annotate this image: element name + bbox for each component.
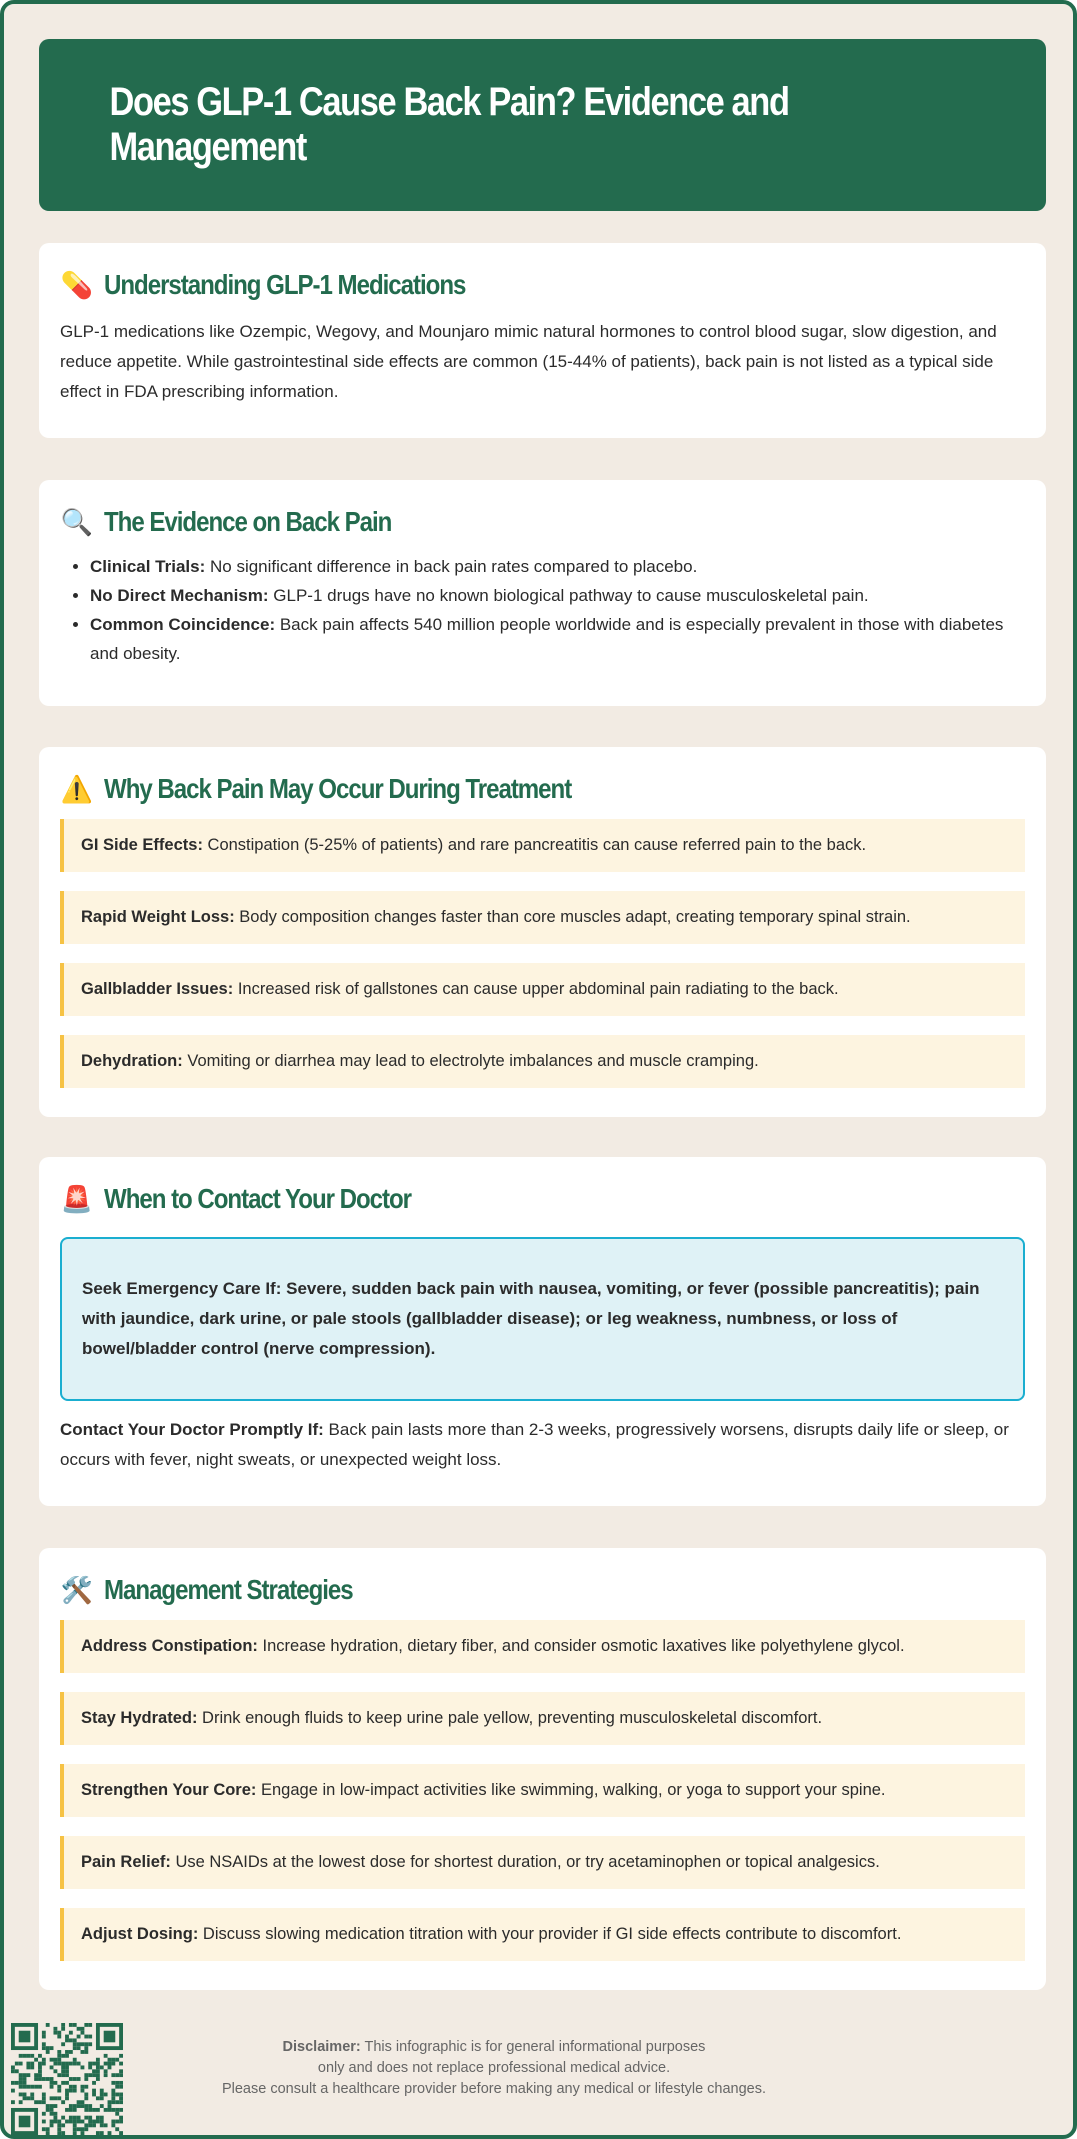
item-label: Clinical Trials: xyxy=(90,557,206,576)
item-text: Vomiting or diarrhea may lead to electrolyte imbalances and muscle cramping. xyxy=(182,1052,759,1070)
section-heading xyxy=(60,1570,1025,1610)
prompt-paragraph xyxy=(60,1415,1025,1475)
heading-text: The Evidence on Back Pain xyxy=(104,506,392,537)
disclaimer xyxy=(204,2037,784,2100)
callout-item xyxy=(60,1620,1025,1673)
warning-icon: ⚠️ xyxy=(60,773,94,804)
item-label: Address Constipation: xyxy=(81,1637,258,1655)
title-banner xyxy=(39,39,1046,211)
item-label: GI Side Effects: xyxy=(81,836,203,854)
section-heading xyxy=(60,769,1025,809)
list-item xyxy=(90,552,1025,581)
item-label: Strengthen Your Core: xyxy=(81,1781,257,1799)
callout-item xyxy=(60,1035,1025,1088)
item-text: Discuss slowing medication titration with your provider if GI side effects contribute to discomfort. xyxy=(198,1925,902,1943)
heading-text: Management Strategies xyxy=(104,1574,353,1605)
qr-code xyxy=(11,2021,123,2137)
item-text: GLP-1 drugs have no known biological pathway to cause musculoskeletal pain. xyxy=(268,586,869,605)
callout-item xyxy=(60,963,1025,1016)
disclaimer-line: This infographic is for general informational purposes xyxy=(360,2039,706,2055)
siren-icon: 🚨 xyxy=(60,1183,94,1214)
callout-item xyxy=(60,891,1025,944)
section-heading xyxy=(60,502,1025,542)
section-heading xyxy=(60,265,1025,305)
item-text: Back pain affects 540 million people worldwide and is especially prevalent in those with diabetes and obesity. xyxy=(90,615,1004,663)
item-label: Stay Hydrated: xyxy=(81,1709,198,1727)
item-label: Dehydration: xyxy=(81,1052,183,1070)
heading-text: When to Contact Your Doctor xyxy=(104,1183,412,1214)
prompt-text: Back pain lasts more than 2-3 weeks, progressively worsens, disrupts daily life or sleep, or occurs with fever, night sweats, or unexpected weight loss. xyxy=(60,1420,1009,1469)
item-label: Common Coincidence: xyxy=(90,615,276,634)
heading-text: Why Back Pain May Occur During Treatment xyxy=(104,773,572,804)
evidence-list xyxy=(90,552,1025,668)
tools-icon: 🛠️ xyxy=(60,1574,94,1605)
item-text: Engage in low-impact activities like swimming, walking, or yoga to support your spine. xyxy=(256,1781,886,1799)
item-label: No Direct Mechanism: xyxy=(90,586,269,605)
item-label: Pain Relief: xyxy=(81,1853,171,1871)
callout-item xyxy=(60,819,1025,872)
callout-item xyxy=(60,1692,1025,1745)
item-label: Gallbladder Issues: xyxy=(81,980,234,998)
item-text: No significant difference in back pain rates compared to placebo. xyxy=(205,557,698,576)
item-label: Adjust Dosing: xyxy=(81,1925,199,1943)
callout-item xyxy=(60,1836,1025,1889)
emergency-text: Seek Emergency Care If: Severe, sudden back pain with nausea, vomiting, or fever (possible pancreatitis); pain with jaundice, dark urine, or pale stools (gallbladder disease); or leg weakness, numbness, or loss of bowel/bladder control (nerve compression). xyxy=(82,1279,980,1358)
pill-icon: 💊 xyxy=(60,269,94,300)
section-contact-doctor xyxy=(39,1157,1046,1506)
section-heading xyxy=(60,1179,1025,1219)
item-label: Rapid Weight Loss: xyxy=(81,908,235,926)
magnifying-glass-icon: 🔍 xyxy=(60,506,94,537)
item-text: Body composition changes faster than core muscles adapt, creating temporary spinal strain. xyxy=(234,908,911,926)
callout-item xyxy=(60,1764,1025,1817)
prompt-label: Contact Your Doctor Promptly If: xyxy=(60,1420,324,1439)
section-evidence xyxy=(39,480,1046,706)
item-text: Drink enough fluids to keep urine pale yellow, preventing musculoskeletal discomfort. xyxy=(197,1709,823,1727)
item-text: Constipation (5-25% of patients) and rare pancreatitis can cause referred pain to the back. xyxy=(202,836,867,854)
heading-text: Understanding GLP-1 Medications xyxy=(104,269,466,300)
list-item xyxy=(90,581,1025,610)
callout-item xyxy=(60,1908,1025,1961)
disclaimer-line: Please consult a healthcare provider before making any medical or lifestyle changes. xyxy=(221,2081,767,2097)
item-text: Use NSAIDs at the lowest dose for shortest duration, or try acetaminophen or topical analgesics. xyxy=(170,1853,880,1871)
disclaimer-label: Disclaimer: xyxy=(282,2039,361,2055)
section-body: GLP-1 medications like Ozempic, Wegovy, and Mounjaro mimic natural hormones to control blood sugar, slow digestion, and reduce appetite. While gastrointestinal side effects are common (15-44% of patients), back pain is not listed as a typical side effect in FDA prescribing information. xyxy=(60,322,997,401)
section-management xyxy=(39,1548,1046,1990)
section-causes xyxy=(39,747,1046,1117)
page-title: Does GLP-1 Cause Back Pain? Evidence and Management xyxy=(109,80,789,169)
disclaimer-line: only and does not replace professional medical advice. xyxy=(317,2060,671,2076)
emergency-alert xyxy=(60,1237,1025,1401)
item-text: Increased risk of gallstones can cause upper abdominal pain radiating to the back. xyxy=(233,980,839,998)
section-understanding xyxy=(39,243,1046,438)
list-item xyxy=(90,610,1025,668)
item-text: Increase hydration, dietary fiber, and consider osmotic laxatives like polyethylene glycol. xyxy=(257,1637,905,1655)
